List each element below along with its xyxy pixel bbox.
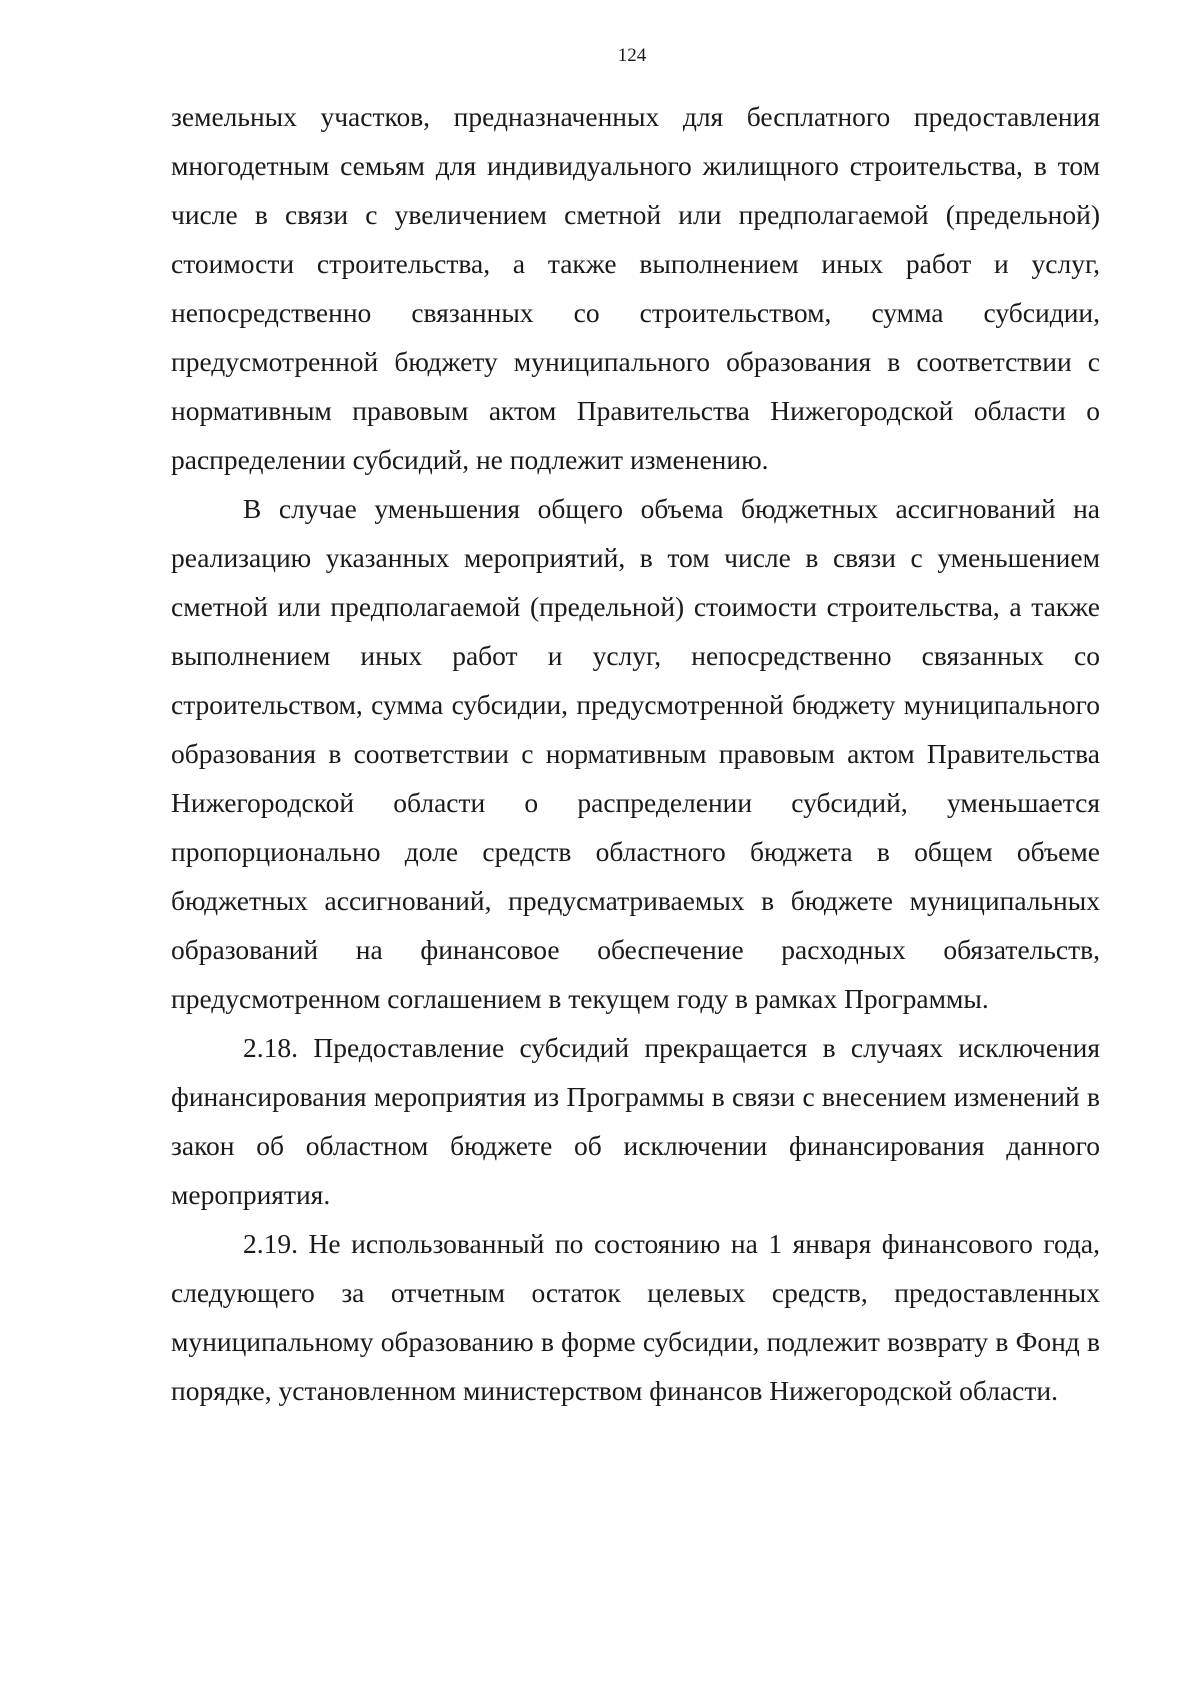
- paragraph-2-19: 2.19. Не использованный по состоянию на 1 января финансового года, следующего за отчетным остаток целевых средств, предоставленных муниципальному образованию в форме субсидии, подлежит возврату в Фонд в порядке, установленном министерством финансов Нижегородской области.: [171, 1228, 1100, 1406]
- paragraph-2-18: 2.18. Предоставление субсидий прекращается в случаях исключения финансирования мероприятия из Программы в связи с внесением изменений в закон об областном бюджете об исключении финансирования данного мероприятия.: [171, 1032, 1100, 1210]
- document-body: [171, 92, 1100, 1415]
- page-number: 124: [617, 45, 647, 66]
- paragraph-subsidy-reduction: В случае уменьшения общего объема бюджетных ассигнований на реализацию указанных мероприятий, в том числе в связи с уменьшением сметной или предполагаемой (предельной) стоимости строительства, а также выполнением иных работ и услуг, непосредственно связанных со строительством, сумма субсидии, предусмотренной бюджету муниципального образования в соответствии с нормативным правовым актом Правительства Нижегородской области о распределении субсидий, уменьшается пропорционально доле средств областного бюджета в общем объеме бюджетных ассигнований, предусматриваемых в бюджете муниципальных образований на финансовое обеспечение расходных обязательств, предусмотренном соглашением в текущем году в рамках Программы.: [171, 493, 1100, 1014]
- paragraph-continuation: земельных участков, предназначенных для бесплатного предоставления многодетным семьям для индивидуального жилищного строительства, в том числе в связи с увеличением сметной или предполагаемой (предельной) стоимости строительства, а также выполнением иных работ и услуг, непосредственно связанных со строительством, сумма субсидии, предусмотренной бюджету муниципального образования в соответствии с нормативным правовым актом Правительства Нижегородской области о распределении субсидий, не подлежит изменению.: [171, 101, 1100, 475]
